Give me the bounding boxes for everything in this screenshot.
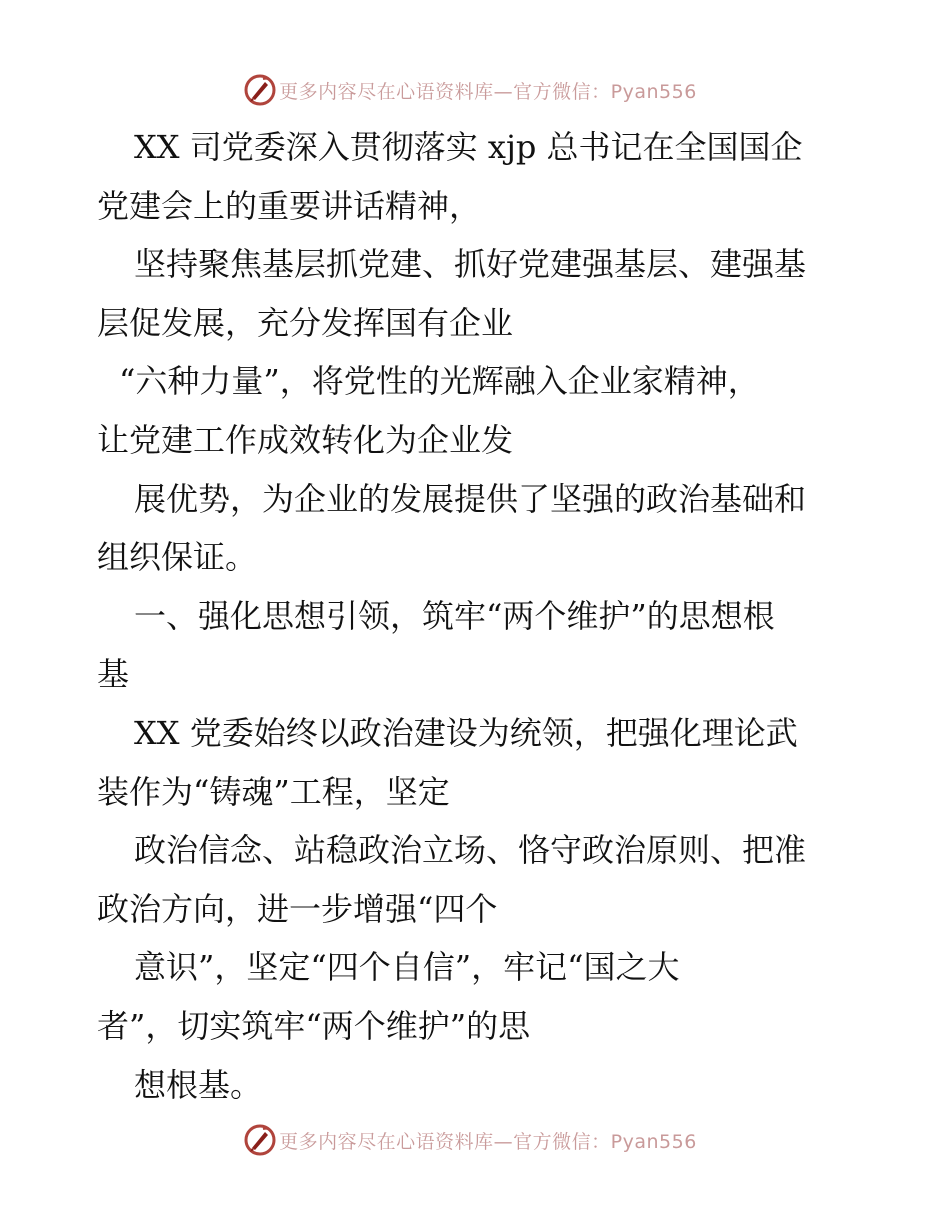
header-watermark-group [243, 73, 697, 107]
paragraph-line: 让党建工作成效转化为企业发 [97, 420, 514, 459]
paragraph-line: 意识”，坚定“四个自信”，牢记“国之大 [134, 948, 680, 987]
paragraph-line: 想根基。 [134, 1065, 263, 1104]
header-watermark-text: 更多内容尽在心语资料库—官方微信：Pyan556 [279, 80, 697, 103]
paragraph-line: 党建会上的重要讲话精神， [97, 186, 482, 225]
quill-pen-logo-icon [243, 1123, 277, 1157]
paragraph-line: XX 党委始终以政治建设为统领，把强化理论武 [134, 713, 798, 752]
paragraph-line: XX 司党委深入贯彻落实 xjp 总书记在全国国企 [134, 128, 803, 166]
section-heading-line: 一、强化思想引领，筑牢“两个维护”的思想根 [134, 596, 775, 635]
paragraph-line: 政治信念、站稳政治立场、恪守政治原则、把准 [134, 831, 807, 870]
footer-watermark-group [243, 1123, 697, 1157]
paragraph-line: 政治方向，进一步增强“四个 [97, 889, 498, 928]
paragraph-line: 装作为“铸魂”工程，坚定 [97, 772, 450, 811]
quill-pen-logo-icon [243, 73, 277, 107]
paragraph-line: 坚持聚焦基层抓党建、抓好党建强基层、建强基 [134, 245, 807, 284]
footer-watermark-text: 更多内容尽在心语资料库—官方微信：Pyan556 [279, 1130, 697, 1153]
paragraph-line: 组织保证。 [97, 538, 258, 577]
paragraph-line: 层促发展，充分发挥国有企业 [97, 303, 514, 342]
paragraph-line: “六种力量”，将党性的光辉融入企业家精神， [119, 362, 760, 401]
footer-watermark-banner [0, 1120, 950, 1160]
paragraph-line: 者”，切实筑牢“两个维护”的思 [97, 1006, 531, 1045]
section-heading-line: 基 [97, 655, 130, 694]
header-watermark-banner [0, 70, 950, 110]
paragraph-line: 展优势，为企业的发展提供了坚强的政治基础和 [134, 479, 807, 518]
document-body [97, 118, 857, 1114]
